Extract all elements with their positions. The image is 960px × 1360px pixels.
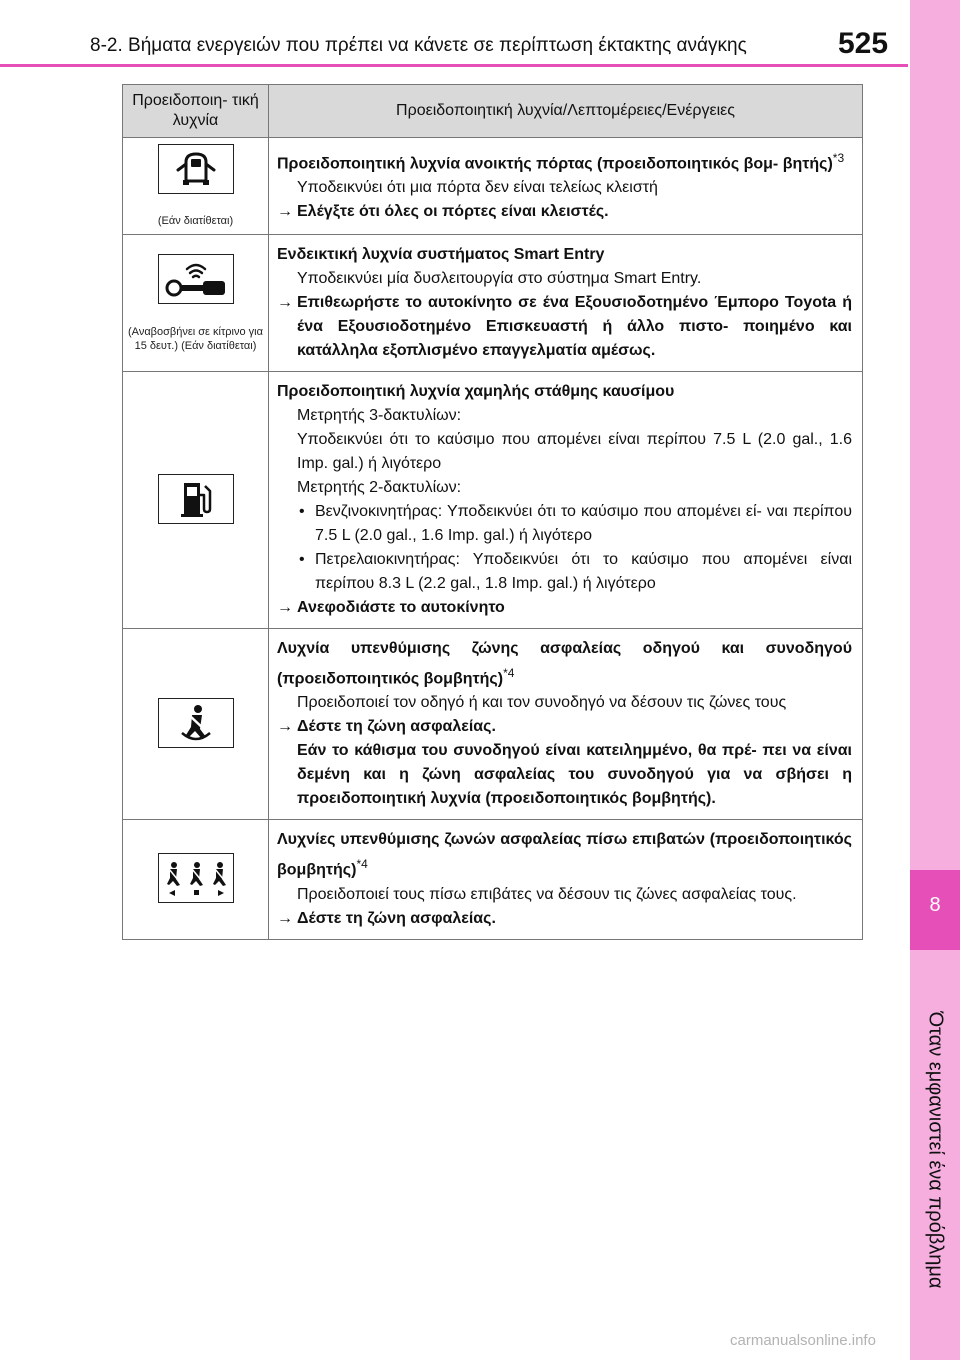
smart-entry-icon — [158, 254, 234, 304]
icon-cell — [123, 138, 269, 235]
gauge-3-label: Μετρητής 3-δακτυλίων: — [297, 407, 462, 424]
table-row — [123, 235, 863, 372]
icon-cell — [123, 235, 269, 372]
light-action-extra: Εάν το κάθισμα του συνοδηγού είναι κατειλημμένο, θα πρέ- πει να είναι δεμένη και η ζώνη ασφαλείας του συνοδηγού για να σβήσει η προειδοποιητική λυχνία (προειδοποιητικός βομβητής). — [297, 742, 852, 808]
light-title: Λυχνία υπενθύμισης ζώνης ασφαλείας οδηγού και συνοδηγού (προειδοποιητικός βομβητής)$^{*4}$ — [277, 640, 852, 688]
light-action: → Δέστε τη ζώνη ασφαλείας. — [277, 909, 496, 927]
icon-cell — [123, 372, 269, 629]
light-detail: Υποδεικνύει μία δυσλειτουργία στο σύστημα Smart Entry. — [297, 270, 702, 287]
rear-seatbelts-icon — [158, 853, 234, 903]
watermark: carmanualsonline.info — [730, 1332, 876, 1349]
fuel-pump-icon — [158, 474, 234, 524]
light-title: Λυχνίες υπενθύμισης ζωνών ασφαλείας πίσω επιβατών (προειδοποιητικός βομβητής)$^{*4}$ — [277, 831, 852, 879]
light-detail: Προειδοποιεί τον οδηγό ή και τον συνοδηγό να δέσουν τις ζώνες τους — [297, 694, 787, 712]
warning-lights-table — [122, 84, 863, 940]
seatbelt-icon — [158, 698, 234, 748]
light-title: Προειδοποιητική λυχνία ανοικτής πόρτας (προειδοποιητικός βομ- βητής)$^{*3}$ — [277, 151, 845, 173]
chapter-title: Όταν εμφανιστεί ένα πρόβλημα — [924, 1011, 947, 1289]
list-item: • Πετρελαιοκινητήρας: Υποδεικνύει ότι το καύσιμο που απομένει είναι περίπου 8.3 L (2.2 gal., 1.8 Imp. gal.) ή λιγότερο — [299, 551, 852, 592]
details-cell — [269, 235, 863, 372]
details-cell — [269, 138, 863, 235]
light-action: → Δέστε τη ζώνη ασφαλείας. — [277, 718, 496, 736]
table-header-row — [123, 85, 863, 138]
door-open-icon — [158, 144, 234, 194]
chapter-number: 8 — [929, 894, 941, 916]
list-item: • Βενζινοκινητήρας: Υποδεικνύει ότι το καύσιμο που απομένει εί- ναι περίπου 7.5 L (2.0 gal., 1.6 Imp. gal.) ή λιγότερο — [299, 503, 852, 544]
icon-cell — [123, 820, 269, 939]
icon-caption: (Εάν διατίθεται) — [157, 215, 234, 227]
gauge-2-label: Μετρητής 2-δακτυλίων: — [297, 479, 462, 496]
light-action: → Επιθεωρήστε το αυτοκίνητο σε ένα Εξουσιοδοτημένο Έμπορο Toyota ή ένα Εξουσιοδοτημένο Επισκευαστή ή άλλο πιστο- ποιημένο και κατάλληλα εξοπλισμένο επαγγελματία αμέσως. — [277, 294, 852, 359]
table-row — [123, 138, 863, 235]
table-row — [123, 372, 863, 629]
page-number: 525 — [838, 27, 889, 60]
icon-cell — [123, 629, 269, 820]
details-cell — [269, 820, 863, 939]
gauge-3-detail: Υποδεικνύει ότι το καύσιμο που απομένει είναι περίπου 7.5 L (2.0 gal., 1.6 Imp. gal.) ή λιγότερο — [297, 431, 852, 472]
column-header-light: Προειδοποιη- τική λυχνία — [123, 85, 269, 138]
light-action: → Ανεφοδιάστε το αυτοκίνητο — [277, 599, 505, 616]
section-title: 8-2. Βήματα ενεργειών που πρέπει να κάνετε σε περίπτωση έκτακτης ανάγκης — [90, 35, 747, 56]
table-row — [123, 820, 863, 939]
page-header — [0, 0, 908, 67]
icon-caption: (Αναβοσβήνει σε κίτρινο για 15 δευτ.) (Εάν διατίθεται) — [128, 325, 263, 352]
table-row — [123, 629, 863, 820]
details-cell — [269, 629, 863, 820]
light-detail: Προειδοποιεί τους πίσω επιβάτες να δέσουν τις ζώνες ασφαλείας τους. — [297, 885, 797, 903]
column-header-details: Προειδοποιητική λυχνία/Λεπτομέρειες/Ενέργειες — [269, 85, 863, 138]
light-detail: Υποδεικνύει ότι μια πόρτα δεν είναι τελείως κλειστή — [297, 179, 658, 197]
light-title: Προειδοποιητική λυχνία χαμηλής στάθμης καυσίμου — [277, 383, 675, 400]
light-action: → Ελέγξτε ότι όλες οι πόρτες είναι κλειστές. — [277, 203, 609, 221]
light-title: Ενδεικτική λυχνία συστήματος Smart Entry — [277, 246, 605, 263]
details-cell — [269, 372, 863, 629]
